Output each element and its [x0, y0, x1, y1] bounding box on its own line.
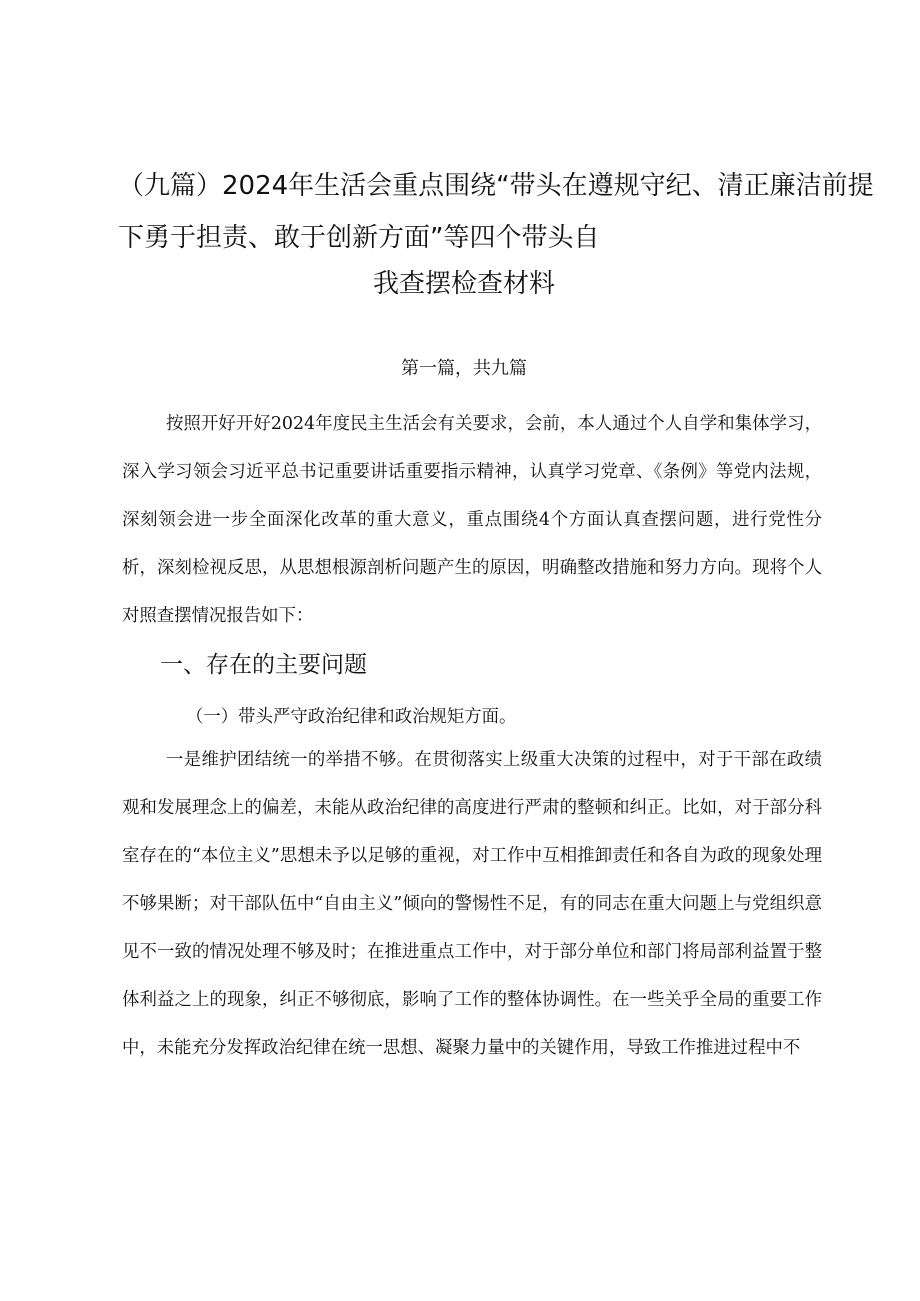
title-line-3: 我查摆检查材料 — [372, 269, 555, 299]
section-heading: 一、存在的主要问题 — [160, 652, 367, 678]
title-line-1: （九篇）2024年生活会重点围绕“带头在遵规守纪、清正廉洁前提 — [118, 171, 874, 201]
subtitle: 第一篇，共九篇 — [401, 358, 527, 379]
title-line-2: 下勇于担责、敢于创新方面”等四个带头自 — [118, 223, 600, 253]
subsection-heading: （一）带头严守政治纪律和政治规矩方面。 — [186, 707, 517, 727]
body-paragraph: 一是维护团结统一的举措不够。在贯彻落实上级重大决策的过程中，对于干部在政绩观和发展理念上的偏差，未能从政治纪律的高度进行严肃的整顿和纠正。比如，对于部分科室存在的“本位主义”思想未予以足够的重视，对工作中互相推卸责任和各自为政的现象处理不够果断；对干部队伍中“自由主义”倾向的警惕性不足，有的同志在重大问题上与党组织意见不一致的情况处理不够及时；在推进重点工作中，对于部分单位和部门将局部利益置于整体利益之上的现象，纠正不够彻底，影响了工作的整体协调性。在一些关乎全局的重要工作中，未能充分发挥政治纪律在统一思想、凝聚力量中的关键作用，导致工作推进过程中不 — [122, 750, 822, 1058]
intro-paragraph: 按照开好开好2024年度民主生活会有关要求，会前，本人通过个人自学和集体学习，深入学习领会习近平总书记重要讲话重要指示精神，认真学习党章、《条例》等党内法规，深刻领会进一步全面深化改革的重大意义，重点围绕4个方面认真查摆问题，进行党性分析，深刻检视反思，从思想根源剖析问题产生的原因，明确整改措施和努力方向。现将个人对照查摆情况报告如下： — [122, 414, 822, 626]
